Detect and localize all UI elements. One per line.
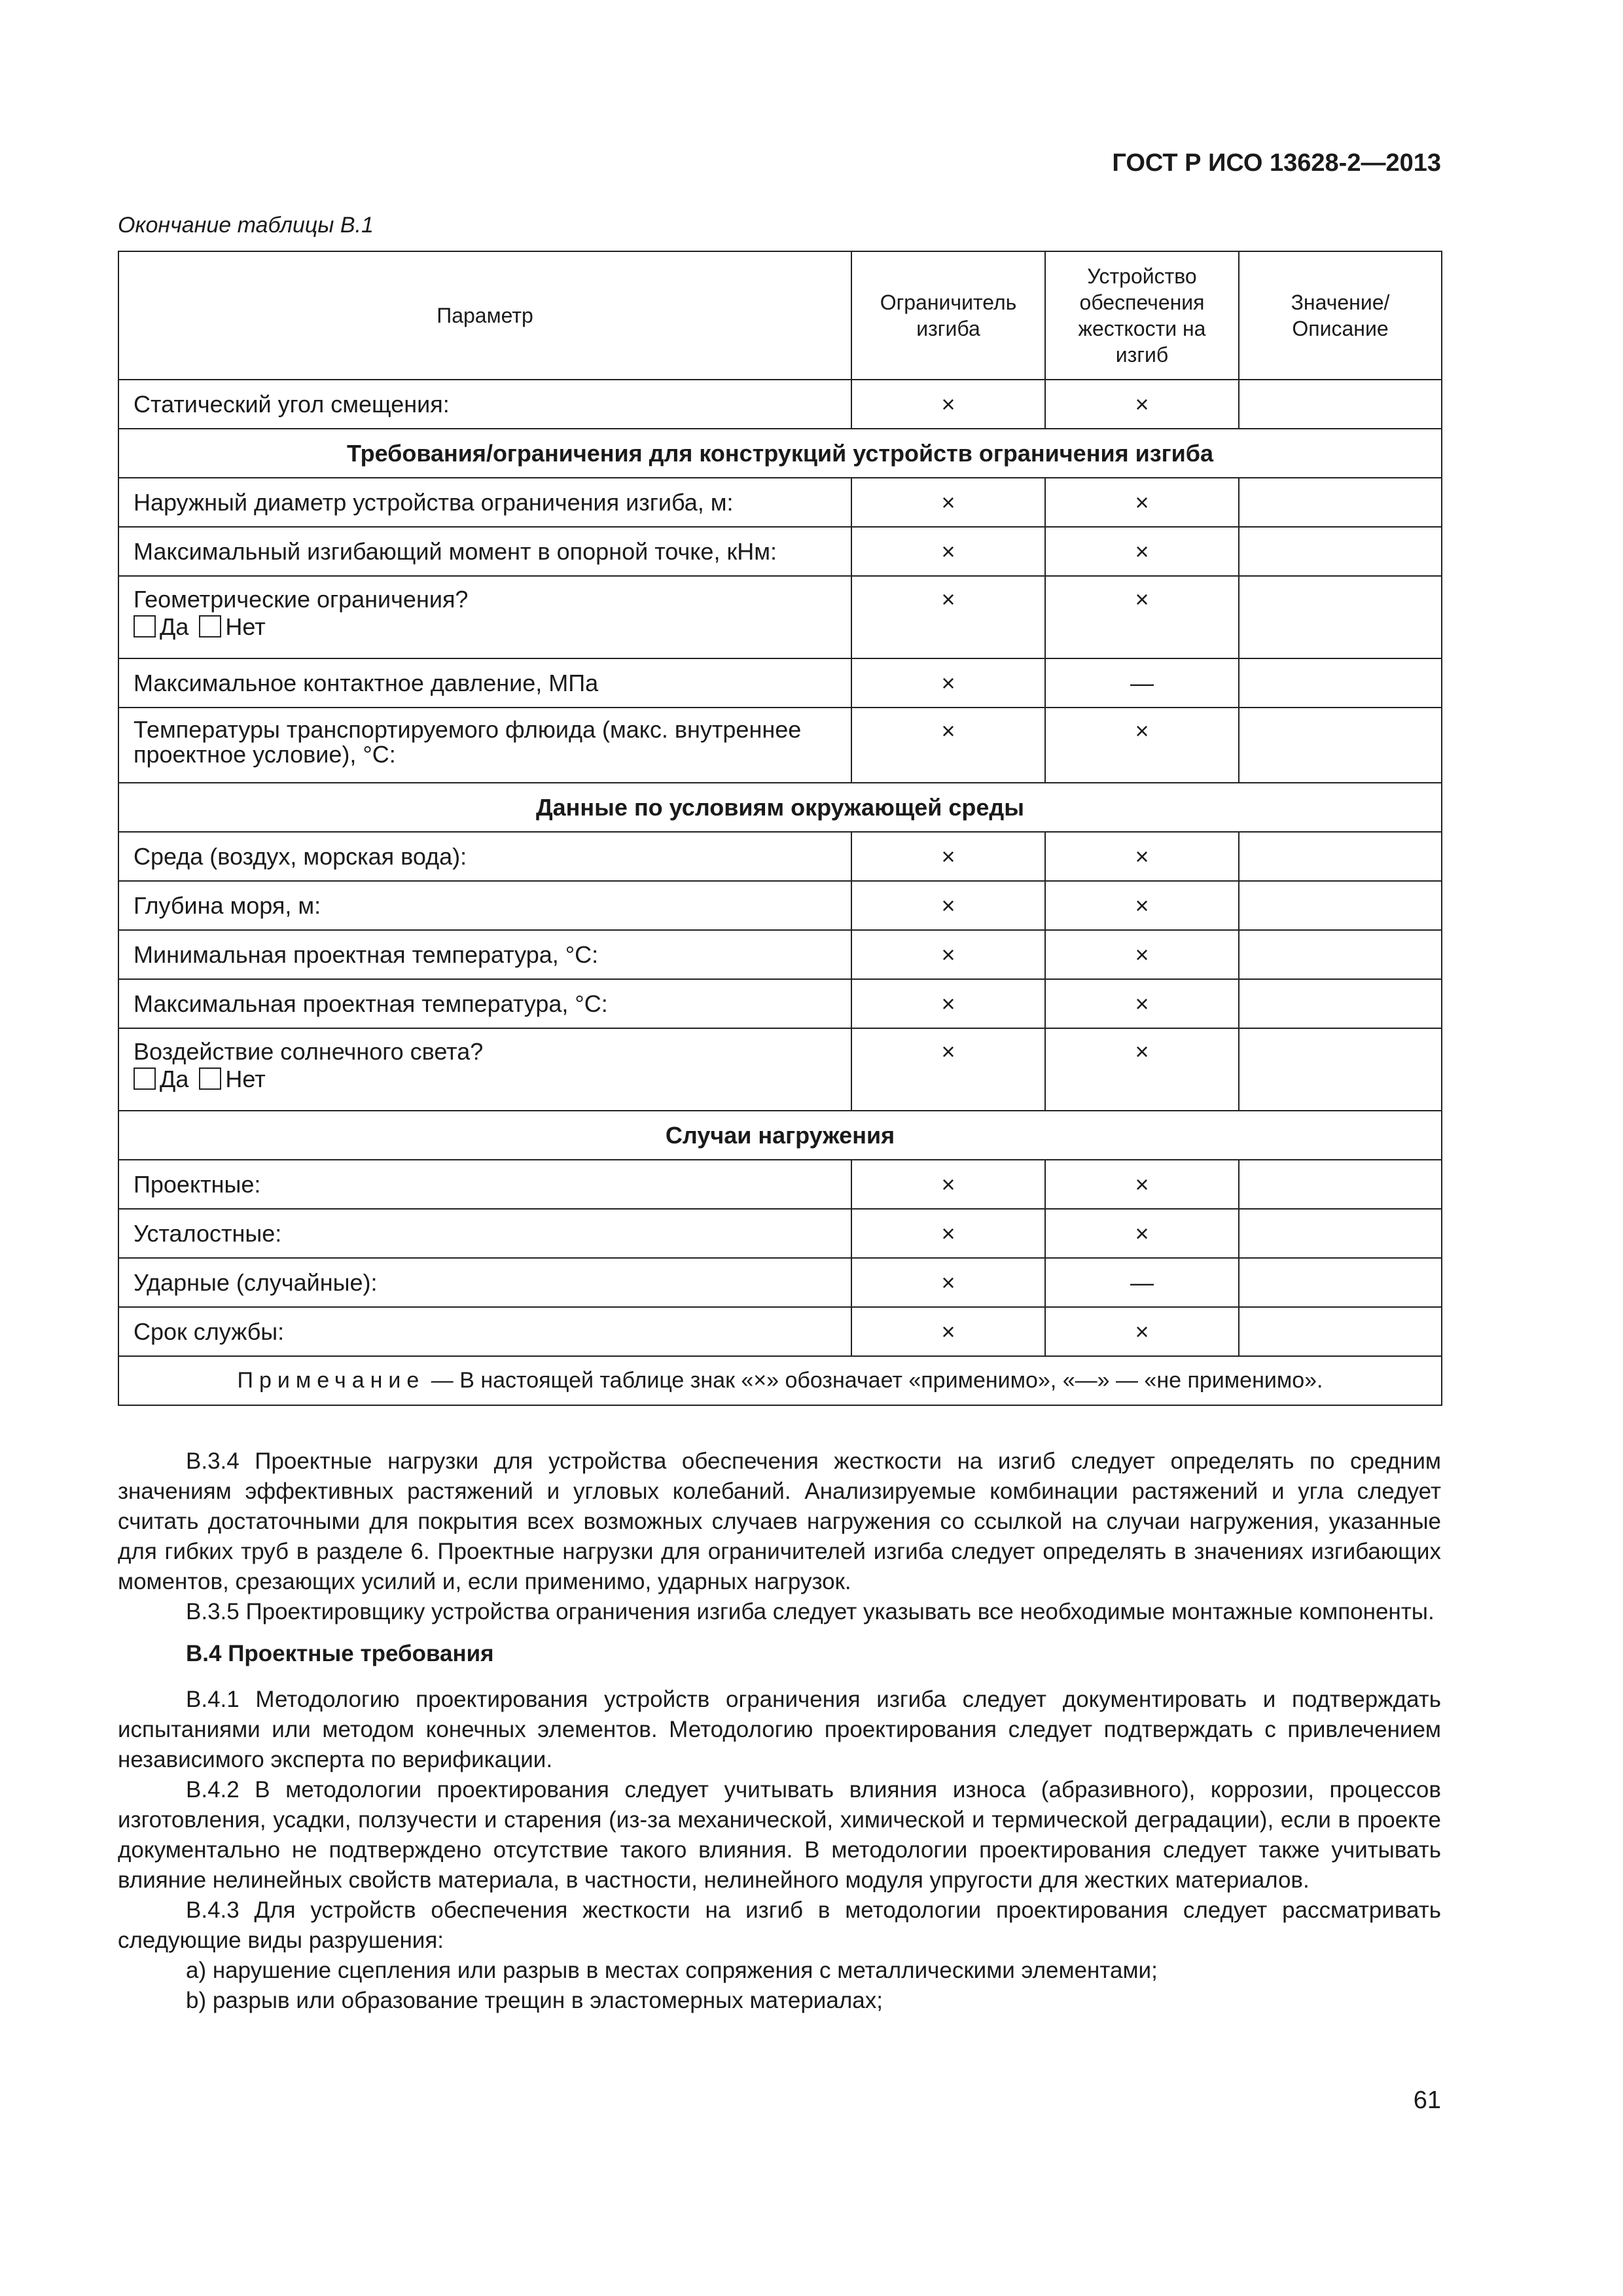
value-cell: × [1045, 1160, 1239, 1209]
param-cell: Проектные: [118, 1160, 851, 1209]
value-cell: × [851, 658, 1045, 708]
value-cell: × [851, 1258, 1045, 1307]
value-cell: × [851, 881, 1045, 930]
param-cell: Ударные (случайные): [118, 1258, 851, 1307]
checkbox-no[interactable] [199, 615, 221, 637]
value-cell: × [1045, 576, 1239, 658]
body-text [118, 1446, 1441, 2016]
no-label: Нет [225, 1066, 266, 1092]
column-header: Значение/ Описание [1239, 251, 1442, 380]
param-cell [118, 1028, 851, 1111]
paragraph-b42: В.4.2 В методологии проектирования следует учитывать влияния износа (абразивного), коррозии, процессов изготовления, усадки, ползучести и старения (из-за механической, химической и термической деградации), если в проекте документально не подтверждено отсутствие такого влияния. В методологии проектирования следует также учитывать влияние нелинейных свойств материала, в частности, нелинейного модуля упругости для жестких материалов. [118, 1777, 1441, 1893]
table-header-row [118, 251, 1442, 380]
value-cell: × [851, 527, 1045, 576]
value-cell: × [851, 979, 1045, 1028]
table-row [118, 527, 1442, 576]
section-heading: Требования/ограничения для конструкций устройств ограничения изгиба [118, 429, 1442, 478]
no-label: Нет [225, 613, 266, 640]
param-cell: Среда (воздух, морская вода): [118, 832, 851, 881]
table-row [118, 708, 1442, 783]
value-cell [1239, 930, 1442, 979]
table-row [118, 1209, 1442, 1258]
note-label: Примечание [237, 1368, 425, 1393]
section-row [118, 1111, 1442, 1160]
value-cell: × [1045, 380, 1239, 429]
paragraph-b34: В.3.4 Проектные нагрузки для устройства обеспечения жесткости на изгиб следует определять по средним значениям эффективных растяжений и угловых колебаний. Анализируемые комбинации растяжений и угла следует считать достаточными для покрытия всех возможных случаев нагружения со ссылкой на случаи нагружения, указанные для гибких труб в разделе 6. Проектные нагрузки для ограничителей изгиба следует определять в значениях изгибающих моментов, срезающих усилий и, если применимо, ударных нагрузок. [118, 1448, 1441, 1594]
checkbox-yes[interactable] [134, 1067, 156, 1090]
value-cell: × [851, 478, 1045, 527]
list-item-b: b) разрыв или образование трещин в эластомерных материалах; [186, 1988, 883, 2013]
value-cell: × [1045, 930, 1239, 979]
value-cell [1239, 658, 1442, 708]
document-id: ГОСТ Р ИСО 13628-2—2013 [1112, 149, 1441, 177]
value-cell [1239, 832, 1442, 881]
param-text: Геометрические ограничения? [134, 586, 469, 613]
yes-no-options [134, 613, 836, 641]
value-cell: × [851, 380, 1045, 429]
section-heading-b4: В.4 Проектные требования [186, 1641, 494, 1666]
checkbox-no[interactable] [199, 1067, 221, 1090]
param-text: Воздействие солнечного света? [134, 1038, 484, 1065]
value-cell: × [851, 832, 1045, 881]
section-row [118, 783, 1442, 832]
section-heading: Данные по условиям окружающей среды [118, 783, 1442, 832]
table-row [118, 930, 1442, 979]
parameters-table [118, 251, 1442, 1406]
value-cell: — [1045, 658, 1239, 708]
value-cell: × [1045, 881, 1239, 930]
value-cell: × [1045, 708, 1239, 783]
table-row [118, 1160, 1442, 1209]
param-cell: Минимальная проектная температура, °С: [118, 930, 851, 979]
value-cell: × [851, 930, 1045, 979]
column-header: Ограничитель изгиба [851, 251, 1045, 380]
value-cell: × [851, 708, 1045, 783]
note-row [118, 1356, 1442, 1405]
value-cell: × [1045, 1307, 1239, 1356]
value-cell [1239, 1307, 1442, 1356]
value-cell: — [1045, 1258, 1239, 1307]
paragraph-b43: В.4.3 Для устройств обеспечения жесткости на изгиб в методологии проектирования следует рассматривать следующие виды разрушения: [118, 1897, 1441, 1953]
yes-label: Да [160, 1066, 189, 1092]
paragraph-b35: В.3.5 Проектировщику устройства ограничения изгиба следует указывать все необходимые монтажные компоненты. [186, 1599, 1435, 1624]
value-cell [1239, 576, 1442, 658]
table-row [118, 881, 1442, 930]
paragraph-b41: В.4.1 Методологию проектирования устройств ограничения изгиба следует документировать и подтверждать испытаниями или методом конечных элементов. Методологию проектирования следует подтверждать с привлечением независимого эксперта по верификации. [118, 1687, 1441, 1772]
param-cell: Максимальное контактное давление, МПа [118, 658, 851, 708]
value-cell: × [851, 1028, 1045, 1111]
table-caption: Окончание таблицы В.1 [118, 213, 374, 238]
param-cell: Усталостные: [118, 1209, 851, 1258]
value-cell: × [851, 1307, 1045, 1356]
param-cell: Срок службы: [118, 1307, 851, 1356]
value-cell: × [851, 576, 1045, 658]
value-cell [1239, 1160, 1442, 1209]
value-cell [1239, 979, 1442, 1028]
param-cell: Максимальная проектная температура, °С: [118, 979, 851, 1028]
table-note [118, 1356, 1442, 1405]
value-cell [1239, 708, 1442, 783]
checkbox-yes[interactable] [134, 615, 156, 637]
column-header: Устройство обеспечения жесткости на изгиб [1045, 251, 1239, 380]
value-cell: × [1045, 1209, 1239, 1258]
section-row [118, 429, 1442, 478]
param-cell: Температуры транспортируемого флюида (макс. внутреннее проектное условие), °С: [118, 708, 851, 783]
column-header: Параметр [118, 251, 851, 380]
param-cell [118, 576, 851, 658]
value-cell [1239, 1258, 1442, 1307]
value-cell: × [1045, 527, 1239, 576]
yes-label: Да [160, 613, 189, 640]
table-row [118, 380, 1442, 429]
table-row [118, 478, 1442, 527]
param-cell: Максимальный изгибающий момент в опорной точке, кНм: [118, 527, 851, 576]
value-cell: × [1045, 478, 1239, 527]
note-text: — В настоящей таблице знак «×» обозначает «применимо», «—» — «не применимо». [425, 1368, 1323, 1393]
param-cell: Глубина моря, м: [118, 881, 851, 930]
page-number: 61 [1413, 2087, 1441, 2114]
yes-no-options [134, 1066, 836, 1093]
value-cell: × [1045, 979, 1239, 1028]
param-cell: Наружный диаметр устройства ограничения изгиба, м: [118, 478, 851, 527]
value-cell: × [1045, 832, 1239, 881]
table-row [118, 1307, 1442, 1356]
table-row [118, 1028, 1442, 1111]
table-row [118, 576, 1442, 658]
list-item-a: a) нарушение сцепления или разрыв в местах сопряжения с металлическими элементами; [186, 1958, 1158, 1983]
value-cell [1239, 881, 1442, 930]
value-cell [1239, 1028, 1442, 1111]
value-cell [1239, 1209, 1442, 1258]
table-row [118, 979, 1442, 1028]
table-row [118, 832, 1442, 881]
param-cell: Статический угол смещения: [118, 380, 851, 429]
section-heading: Случаи нагружения [118, 1111, 1442, 1160]
value-cell [1239, 380, 1442, 429]
value-cell [1239, 478, 1442, 527]
value-cell: × [1045, 1028, 1239, 1111]
value-cell [1239, 527, 1442, 576]
table-row [118, 658, 1442, 708]
table-row [118, 1258, 1442, 1307]
value-cell: × [851, 1160, 1045, 1209]
value-cell: × [851, 1209, 1045, 1258]
